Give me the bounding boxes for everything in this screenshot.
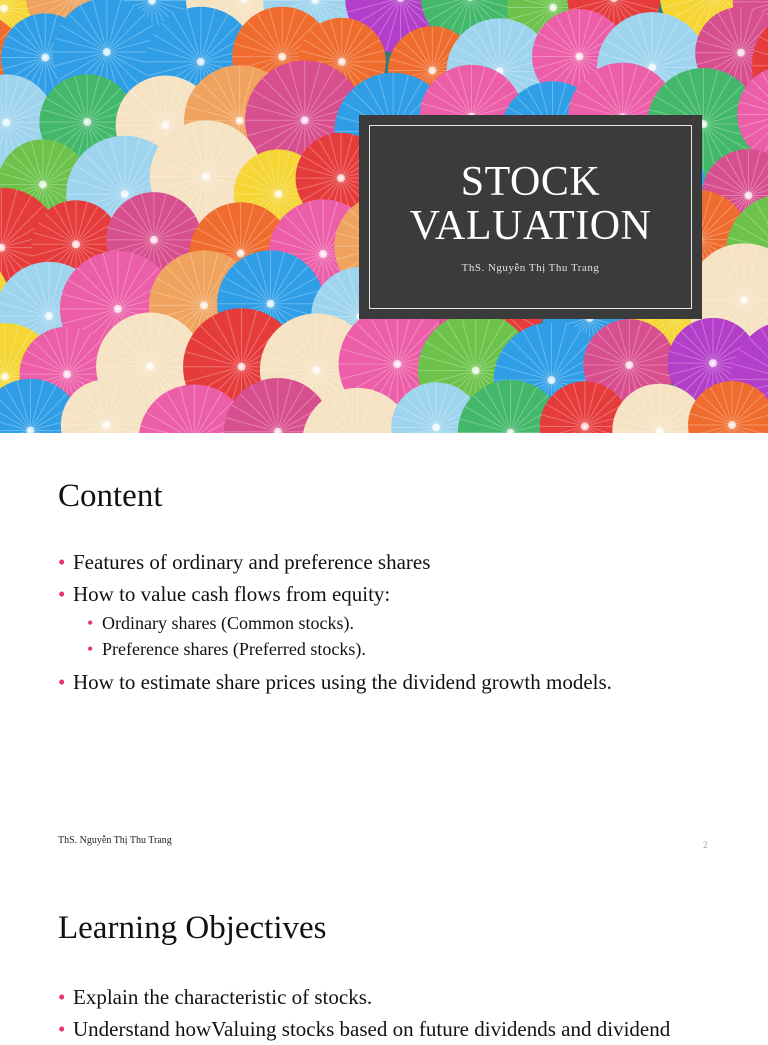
- page-number: 2: [703, 840, 708, 850]
- slide-footer: ThS. Nguyễn Thị Thu Trang: [58, 835, 172, 846]
- title-slide: [0, 0, 768, 433]
- bullet-text: Understand howValuing stocks based on future dividends and dividend: [73, 1017, 670, 1041]
- bullet-dot-icon: •: [58, 546, 65, 578]
- bullet-text: How to estimate share prices using the dividend growth models.: [73, 670, 612, 694]
- title-box: [359, 115, 702, 319]
- bullet-dot-icon: •: [58, 981, 65, 1013]
- slide-heading: Content: [58, 478, 163, 515]
- author-subtitle: ThS. Nguyễn Thị Thu Trang: [462, 262, 600, 274]
- bullet-text: How to value cash flows from equity:: [73, 582, 390, 606]
- slide-title: [410, 160, 652, 248]
- bullet-text: Ordinary shares (Common stocks).: [102, 613, 354, 633]
- sub-bullet-item: [58, 610, 728, 636]
- bullet-item: [58, 1013, 728, 1045]
- bullet-list: [58, 981, 728, 1045]
- bullet-item: [58, 666, 728, 698]
- bullet-item: [58, 981, 728, 1013]
- bullet-dot-icon: •: [58, 1013, 65, 1045]
- bullet-text: Preference shares (Preferred stocks).: [102, 639, 366, 659]
- bullet-dot-icon: •: [87, 610, 93, 636]
- bullet-dot-icon: •: [87, 636, 93, 662]
- title-frame: [369, 125, 692, 309]
- bullet-item: [58, 546, 728, 578]
- objectives-slide: [0, 865, 768, 1024]
- bullet-text: Explain the characteristic of stocks.: [73, 985, 372, 1009]
- sub-bullet-item: [58, 636, 728, 662]
- bullet-text: Features of ordinary and preference shares: [73, 550, 430, 574]
- bullet-item: [58, 578, 728, 610]
- content-slide: [0, 433, 768, 865]
- slide-heading: Learning Objectives: [58, 910, 326, 947]
- bullet-dot-icon: •: [58, 578, 65, 610]
- bullet-dot-icon: •: [58, 666, 65, 698]
- title-line-1: STOCK: [410, 160, 652, 204]
- title-line-2: VALUATION: [410, 204, 652, 248]
- bullet-list: [58, 546, 728, 698]
